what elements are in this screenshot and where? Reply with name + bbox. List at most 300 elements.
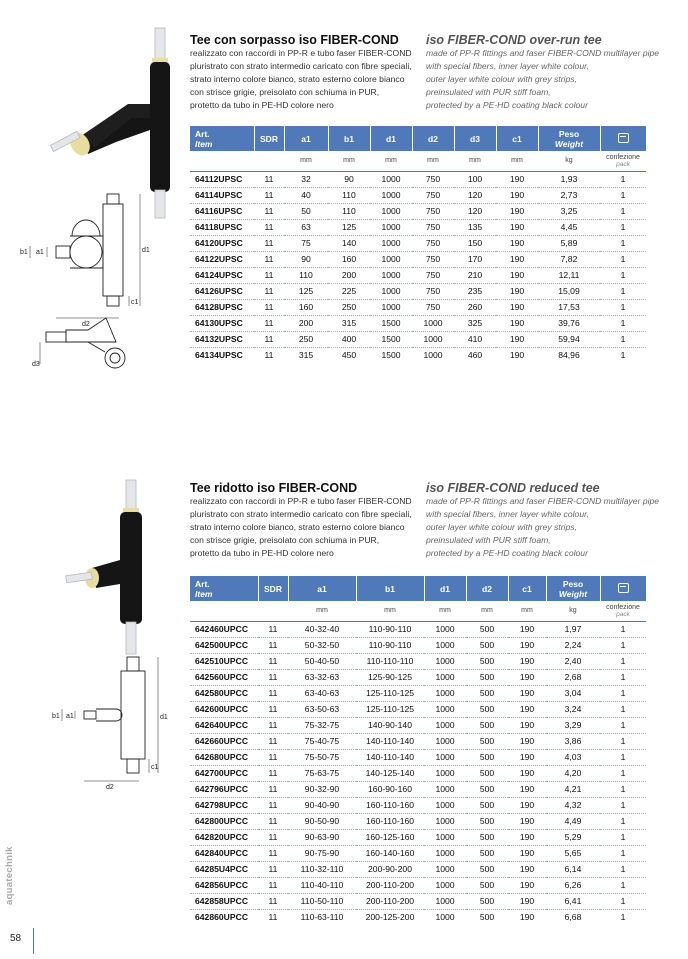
- table-cell: 750: [412, 283, 454, 299]
- table-row: [190, 621, 646, 637]
- table-cell: 125-90-125: [356, 669, 424, 685]
- table-cell: 1: [600, 299, 646, 315]
- table-cell: 190: [496, 219, 538, 235]
- table-cell: 11: [258, 685, 288, 701]
- article-code: 64120UPSC: [190, 235, 254, 251]
- table-cell: 1000: [424, 637, 466, 653]
- table-cell: 260: [454, 299, 496, 315]
- title-it: Tee ridotto iso FIBER-COND: [190, 481, 358, 495]
- table-cell: 11: [268, 912, 278, 923]
- article-code: 64112UPSC: [190, 171, 254, 187]
- table-cell: 1: [600, 749, 646, 765]
- table-cell: 315: [298, 350, 314, 361]
- table-cell: 200-90-200: [356, 861, 424, 877]
- table-cell: 1000: [370, 171, 412, 187]
- page-number: 58: [10, 933, 22, 944]
- description-line: outer layer white colour with grey strips,: [426, 74, 577, 84]
- table-cell: 1000: [424, 781, 466, 797]
- article-code: 64132UPSC: [190, 331, 254, 347]
- article-code: 642796UPCC: [190, 781, 258, 797]
- table-cell: 170: [454, 251, 496, 267]
- table-cell: 1: [600, 781, 646, 797]
- table-cell: 190: [508, 829, 546, 845]
- article-code: 642560UPCC: [190, 669, 258, 685]
- col-header-d2: d2: [412, 126, 454, 151]
- table-cell: 11: [254, 251, 284, 267]
- table-cell: 190: [508, 861, 546, 877]
- description-line: con strisce grigie, preisolato con schiuma in PUR,: [190, 535, 380, 545]
- table-cell: 190: [508, 733, 546, 749]
- dim-label-a1: a1: [36, 249, 44, 256]
- table-cell: 190: [508, 637, 546, 653]
- table-cell: 5,29: [546, 829, 600, 845]
- page-number-divider: [33, 928, 34, 954]
- description-line: protected by a PE-HD coating black colour: [426, 548, 588, 558]
- table-cell: 200-110-200: [356, 877, 424, 893]
- table-cell: 110-50-110: [288, 893, 356, 909]
- table-cell: 160-140-160: [356, 845, 424, 861]
- table-cell: 90: [284, 251, 328, 267]
- table-row: [190, 669, 646, 685]
- article-code: 64114UPSC: [190, 187, 254, 203]
- table-row: [190, 893, 646, 909]
- table-cell: 11: [254, 203, 284, 219]
- table-cell: 11: [254, 331, 284, 347]
- article-code: 64122UPSC: [190, 251, 254, 267]
- table-row: [190, 235, 646, 251]
- table-cell: 1000: [370, 299, 412, 315]
- table-cell: 11: [258, 669, 288, 685]
- table-row: [190, 701, 646, 717]
- table-cell: 63-40-63: [288, 685, 356, 701]
- table-row: [190, 829, 646, 845]
- description-line: with special fibers, inner layer white colour,: [426, 509, 589, 519]
- table-cell: 1: [600, 637, 646, 653]
- table-cell: 90-63-90: [288, 829, 356, 845]
- table-cell: 750: [412, 267, 454, 283]
- table-cell: 4,20: [546, 765, 600, 781]
- table-cell: 11: [258, 701, 288, 717]
- table-cell: 190: [508, 781, 546, 797]
- table-cell: 190: [496, 235, 538, 251]
- table-cell: 1: [600, 765, 646, 781]
- table-cell: 1000: [435, 912, 455, 923]
- table-cell: 1500: [370, 315, 412, 331]
- table-cell: 190: [496, 203, 538, 219]
- table-cell: 63: [284, 219, 328, 235]
- table-cell: 110: [284, 267, 328, 283]
- col-header-d1: d1: [370, 126, 412, 151]
- reduced-tee-photo: [50, 478, 180, 658]
- title-it: Tee con sorpasso iso FIBER-COND: [190, 33, 399, 47]
- table-cell: 90-75-90: [288, 845, 356, 861]
- table-cell: 75-40-75: [288, 733, 356, 749]
- article-code: 64118UPSC: [190, 219, 254, 235]
- table-cell: 190: [496, 251, 538, 267]
- table-cell: 190: [508, 701, 546, 717]
- table-cell: 500: [466, 717, 508, 733]
- article-code: 64134UPSC: [195, 350, 243, 361]
- table-cell: 11: [264, 350, 274, 361]
- description-line: made of PP-R fittings and faser FIBER-COND multilayer pipe: [426, 496, 660, 506]
- table-cell: 200-110-200: [356, 893, 424, 909]
- article-code: 642640UPCC: [190, 717, 258, 733]
- table-cell: 4,03: [546, 749, 600, 765]
- table-cell: 84,96: [558, 350, 580, 361]
- description-line: pluristrato con strato intermedio caricato con fibre speciali,: [190, 509, 412, 519]
- table-cell: 1: [600, 283, 646, 299]
- article-code: 642858UPCC: [190, 893, 258, 909]
- description-line: preinsulated with PUR stiff foam,: [426, 87, 551, 97]
- dim-label-a1: a1: [66, 713, 74, 720]
- table-cell: 1: [600, 877, 646, 893]
- table-cell: 500: [466, 653, 508, 669]
- table-cell: 500: [479, 912, 495, 923]
- table-cell: 1: [600, 235, 646, 251]
- table-cell: 11: [258, 621, 288, 637]
- table-cell: 4,45: [538, 219, 600, 235]
- description-line: protected by a PE-HD coating black colour: [426, 100, 588, 110]
- dim-label-d1: d1: [142, 247, 150, 254]
- table-cell: 190: [509, 350, 525, 361]
- article-code: 642510UPCC: [190, 653, 258, 669]
- table-cell: 190: [508, 765, 546, 781]
- col-header-sdr: SDR: [258, 576, 288, 601]
- col-header-pack: [600, 576, 646, 601]
- table-row: [190, 219, 646, 235]
- table-cell: 1,93: [538, 171, 600, 187]
- dim-label-c1: c1: [131, 299, 139, 306]
- table-cell: 50: [284, 203, 328, 219]
- title-en: iso FIBER-COND over-run tee: [426, 33, 602, 47]
- table-cell: 1: [600, 813, 646, 829]
- table-cell: 500: [466, 749, 508, 765]
- table-row: [190, 781, 646, 797]
- article-code: 642600UPCC: [190, 701, 258, 717]
- table-row: [190, 685, 646, 701]
- table-cell: 1: [600, 203, 646, 219]
- table-cell: 750: [412, 235, 454, 251]
- dim-label-d2: d2: [106, 784, 114, 791]
- table-cell: 1: [620, 912, 626, 923]
- table-cell: 3,24: [546, 701, 600, 717]
- article-code: 642820UPCC: [190, 829, 258, 845]
- col-header-d1: d1: [424, 576, 466, 601]
- description-line: outer layer white colour with grey strips,: [426, 522, 577, 532]
- table-cell: 11: [258, 845, 288, 861]
- description-line: con strisce grigie, preisolato con schiuma in PUR,: [190, 87, 380, 97]
- table-cell: 50-32-50: [288, 637, 356, 653]
- article-code: 64126UPSC: [190, 283, 254, 299]
- table-cell: 140-110-140: [356, 749, 424, 765]
- table-cell: 11: [258, 637, 288, 653]
- table-cell: 160: [328, 251, 370, 267]
- table-cell: 1: [600, 669, 646, 685]
- table-cell: 15,09: [538, 283, 600, 299]
- dim-label-c1: c1: [151, 764, 159, 771]
- table-cell: 3,04: [546, 685, 600, 701]
- table-cell: 1000: [412, 331, 454, 347]
- table-cell: 110-110-110: [356, 653, 424, 669]
- table-cell: 4,49: [546, 813, 600, 829]
- table-cell: 500: [466, 797, 508, 813]
- table-row: [190, 283, 646, 299]
- article-code: 64124UPSC: [190, 267, 254, 283]
- table-cell: 11: [254, 315, 284, 331]
- table-cell: 1: [600, 267, 646, 283]
- table-cell: 1000: [424, 717, 466, 733]
- over-run-tee-table: [190, 126, 646, 363]
- description-line: strato interno colore bianco, strato esterno colore bianco: [190, 74, 405, 84]
- table-cell: 3,29: [546, 717, 600, 733]
- article-code: 64116UPSC: [190, 203, 254, 219]
- table-cell: 6,41: [546, 893, 600, 909]
- col-header-c1: c1: [508, 576, 546, 601]
- table-cell: 190: [508, 845, 546, 861]
- col-header-b1: b1: [328, 126, 370, 151]
- table-cell: 90-40-90: [288, 797, 356, 813]
- article-code: 642680UPCC: [190, 749, 258, 765]
- table-cell: 190: [496, 267, 538, 283]
- table-cell: 160-125-160: [356, 829, 424, 845]
- reduced-tee-table: [190, 576, 646, 925]
- table-cell: 160-90-160: [356, 781, 424, 797]
- table-cell: 1000: [370, 235, 412, 251]
- table-cell: 750: [412, 203, 454, 219]
- table-cell: 11: [254, 187, 284, 203]
- table-cell: 4,32: [546, 797, 600, 813]
- table-cell: 11: [258, 861, 288, 877]
- title-en: iso FIBER-COND reduced tee: [426, 481, 600, 495]
- table-cell: 1: [620, 350, 626, 361]
- table-cell: 125: [328, 219, 370, 235]
- table-cell: 11: [258, 765, 288, 781]
- col-header-d2: d2: [466, 576, 508, 601]
- col-header-c1: c1: [496, 126, 538, 151]
- table-cell: 12,11: [538, 267, 600, 283]
- table-cell: 1: [600, 187, 646, 203]
- table-cell: 1000: [424, 877, 466, 893]
- table-row: [190, 765, 646, 781]
- table-cell: 32: [284, 171, 328, 187]
- description-line: protetto da tubo in PE-HD colore nero: [190, 100, 334, 110]
- units-row: mm mm mm mm mm kg confezione pack: [190, 601, 646, 621]
- table-cell: 1000: [424, 749, 466, 765]
- col-header-pack: [600, 126, 646, 151]
- table-cell: 190: [508, 877, 546, 893]
- table-cell: 90-32-90: [288, 781, 356, 797]
- table-cell: 1: [600, 251, 646, 267]
- table-cell: 1: [600, 861, 646, 877]
- table-cell: 6,26: [546, 877, 600, 893]
- package-icon: [618, 133, 629, 143]
- col-header-a1: a1: [288, 576, 356, 601]
- table-cell: 1500: [370, 331, 412, 347]
- table-cell: 190: [508, 749, 546, 765]
- table-row: [190, 733, 646, 749]
- table-cell: 500: [466, 813, 508, 829]
- table-cell: 160-110-160: [356, 797, 424, 813]
- table-cell: 1000: [370, 187, 412, 203]
- table-cell: 250: [284, 331, 328, 347]
- table-cell: 1: [600, 701, 646, 717]
- table-cell: 11: [258, 717, 288, 733]
- table-row: [190, 203, 646, 219]
- table-cell: 11: [258, 749, 288, 765]
- table-cell: 110-63-110: [300, 912, 344, 923]
- article-code: 642460UPCC: [190, 621, 258, 637]
- table-cell: 5,65: [546, 845, 600, 861]
- article-code: 642580UPCC: [190, 685, 258, 701]
- table-cell: 1000: [423, 350, 443, 361]
- table-cell: 190: [508, 797, 546, 813]
- package-icon: [618, 583, 629, 593]
- table-cell: 1: [600, 685, 646, 701]
- table-cell: 410: [454, 331, 496, 347]
- table-cell: 40-32-40: [288, 621, 356, 637]
- col-header-d3: d3: [454, 126, 496, 151]
- table-cell: 11: [254, 219, 284, 235]
- table-cell: 190: [496, 171, 538, 187]
- article-code: 642660UPCC: [190, 733, 258, 749]
- table-cell: 325: [454, 315, 496, 331]
- table-cell: 1: [600, 219, 646, 235]
- over-run-tee-drawing: [20, 192, 170, 382]
- table-cell: 110: [328, 203, 370, 219]
- table-cell: 75-32-75: [288, 717, 356, 733]
- col-header-art: Art. Item: [190, 126, 254, 151]
- table-cell: 1: [600, 621, 646, 637]
- table-row: [190, 187, 646, 203]
- table-cell: 75-63-75: [288, 765, 356, 781]
- table-cell: 1500: [381, 350, 401, 361]
- table-cell: 110: [328, 187, 370, 203]
- article-code: 642798UPCC: [190, 797, 258, 813]
- col-header-b1: b1: [356, 576, 424, 601]
- table-cell: 1000: [424, 653, 466, 669]
- article-code: 642860UPCC: [195, 912, 249, 923]
- units-row: mm mm mm mm mm mm kg confezione pack: [190, 151, 646, 171]
- table-cell: 110-40-110: [288, 877, 356, 893]
- table-row: [190, 877, 646, 893]
- table-cell: 39,76: [538, 315, 600, 331]
- table-cell: 190: [508, 653, 546, 669]
- table-cell: 750: [412, 299, 454, 315]
- table-cell: 1: [600, 717, 646, 733]
- table-cell: 11: [258, 813, 288, 829]
- table-cell: 63-32-63: [288, 669, 356, 685]
- table-cell: 190: [496, 187, 538, 203]
- table-cell: 120: [454, 203, 496, 219]
- table-cell: 1000: [424, 765, 466, 781]
- table-cell: 11: [258, 653, 288, 669]
- col-header-art: Art. Item: [190, 576, 258, 601]
- table-cell: 1: [600, 893, 646, 909]
- table-cell: 190: [508, 685, 546, 701]
- article-code: 642800UPCC: [190, 813, 258, 829]
- table-cell: 315: [328, 315, 370, 331]
- table-cell: 450: [341, 350, 357, 361]
- table-cell: 2,24: [546, 637, 600, 653]
- table-cell: 11: [258, 797, 288, 813]
- table-row: [190, 813, 646, 829]
- table-cell: 1000: [424, 861, 466, 877]
- article-code: 64130UPSC: [190, 315, 254, 331]
- section-over-run-tee: [0, 0, 688, 430]
- table-cell: 1000: [424, 845, 466, 861]
- table-row: [190, 717, 646, 733]
- table-cell: 3,25: [538, 203, 600, 219]
- table-cell: 110-32-110: [288, 861, 356, 877]
- table-row: [190, 347, 646, 363]
- table-row: [190, 171, 646, 187]
- table-cell: 2,73: [538, 187, 600, 203]
- table-row: [190, 315, 646, 331]
- table-cell: 6,68: [564, 912, 582, 923]
- table-cell: 200-125-200: [365, 912, 415, 923]
- table-cell: 1000: [370, 283, 412, 299]
- reduced-tee-drawing: [50, 655, 170, 795]
- table-cell: 190: [508, 621, 546, 637]
- col-header-a1: a1: [284, 126, 328, 151]
- table-cell: 7,82: [538, 251, 600, 267]
- table-cell: 1000: [424, 669, 466, 685]
- table-cell: 1000: [424, 701, 466, 717]
- table-cell: 1000: [370, 251, 412, 267]
- table-cell: 190: [519, 912, 535, 923]
- table-cell: 190: [496, 299, 538, 315]
- table-cell: 500: [466, 893, 508, 909]
- table-cell: 1: [600, 829, 646, 845]
- table-row: [190, 845, 646, 861]
- description-en: [426, 495, 676, 560]
- description-it: [190, 47, 422, 112]
- table-cell: 160: [284, 299, 328, 315]
- table-cell: 190: [508, 669, 546, 685]
- table-cell: 2,40: [546, 653, 600, 669]
- table-cell: 1: [600, 331, 646, 347]
- table-cell: 190: [508, 813, 546, 829]
- table-cell: 75: [284, 235, 328, 251]
- table-cell: 190: [508, 717, 546, 733]
- table-cell: 11: [258, 829, 288, 845]
- table-cell: 2,68: [546, 669, 600, 685]
- table-cell: 1000: [424, 797, 466, 813]
- table-cell: 1: [600, 797, 646, 813]
- table-cell: 500: [466, 845, 508, 861]
- table-cell: 500: [466, 701, 508, 717]
- table-cell: 140-110-140: [356, 733, 424, 749]
- brand-logo-text: aquatechnik: [4, 846, 15, 905]
- table-cell: 1: [600, 845, 646, 861]
- table-cell: 1: [600, 733, 646, 749]
- table-cell: 11: [254, 299, 284, 315]
- table-cell: 500: [466, 637, 508, 653]
- table-cell: 1000: [424, 621, 466, 637]
- table-cell: 125: [284, 283, 328, 299]
- description-line: realizzato con raccordi in PP-R e tubo faser FIBER-COND: [190, 496, 412, 506]
- description-line: made of PP-R fittings and faser FIBER-COND multilayer pipe: [426, 48, 660, 58]
- table-cell: 500: [466, 621, 508, 637]
- article-code: 642840UPCC: [190, 845, 258, 861]
- table-cell: 750: [412, 219, 454, 235]
- table-cell: 1: [600, 171, 646, 187]
- table-cell: 11: [258, 781, 288, 797]
- table-cell: 1000: [370, 219, 412, 235]
- table-cell: 1000: [412, 315, 454, 331]
- table-cell: 4,21: [546, 781, 600, 797]
- table-cell: 460: [467, 350, 483, 361]
